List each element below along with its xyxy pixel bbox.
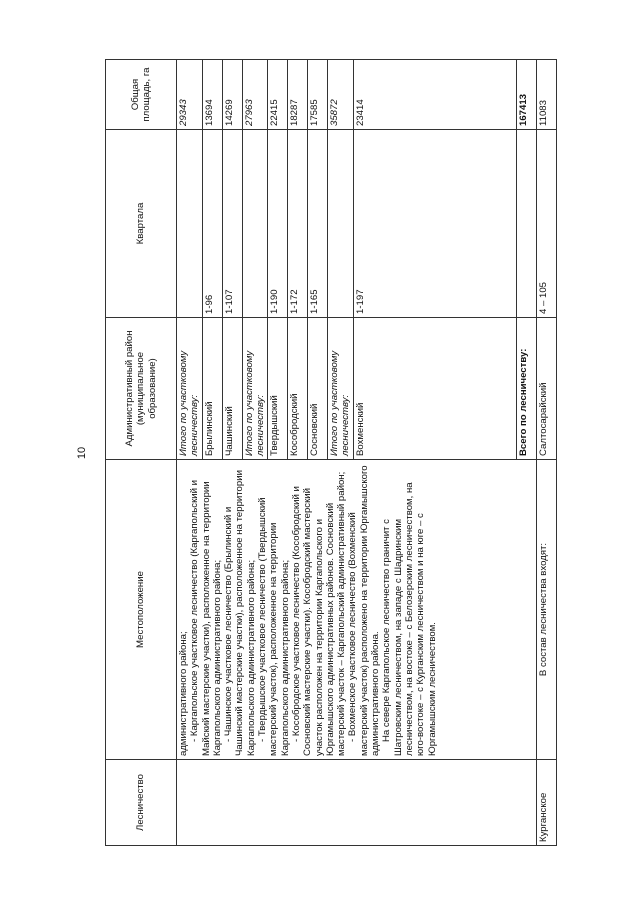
admin-cell: Салтосарайский bbox=[536, 318, 556, 460]
location-line: На севере Каргапольское лесничество граничит с Шатровским лесничеством, на западе с Шадринским лесничеством, на востоке – с Белозерским лесничеством, на юго-востоке – с Курганским лесничеством и на юге – с Юргамышским лесничеством. bbox=[381, 482, 438, 756]
admin-cell: Чашинский bbox=[222, 318, 242, 460]
admin-cell: Вохменский bbox=[353, 318, 516, 460]
header-admin: Административный район (муниципальное образование) bbox=[106, 318, 177, 460]
blocks-cell: 1-197 bbox=[353, 130, 516, 318]
table-row bbox=[177, 60, 203, 846]
page-number: 10 bbox=[76, 446, 88, 460]
location-line: - Твердышское участковое лесничество (Твердышский мастерский участок), расположенное на территории Каргапольского административного района; bbox=[257, 497, 291, 756]
location-line: - Чашинское участковое лесничество (Брылинский и Чашинский мастерские участки), расположенное на территории Каргапольского административного района; bbox=[223, 470, 257, 756]
blocks-cell: 1-165 bbox=[308, 130, 328, 318]
location-line: - Каргапольское участковое лесничество (Каргапольский и Майский мастерские участки), расположенное на территории Каргапольского административного района; bbox=[189, 479, 223, 756]
admin-cell: Брылинский bbox=[202, 318, 222, 460]
forestry-cell: Курганское bbox=[536, 760, 556, 846]
location-cell bbox=[177, 460, 537, 760]
area-cell: 23414 bbox=[353, 60, 516, 130]
admin-cell: Итого по участковому лесничеству: bbox=[177, 318, 203, 460]
area-cell: 22415 bbox=[268, 60, 288, 130]
area-cell: 35872 bbox=[328, 60, 354, 130]
location-line: - Вохменское участковое лесничество (Вохменский мастерский участок) расположено на территории Юргамышского административного района. bbox=[347, 465, 382, 756]
admin-cell: Сосновский bbox=[308, 318, 328, 460]
rotated-page-content bbox=[105, 60, 589, 846]
table-row-kurgan bbox=[536, 60, 556, 846]
admin-cell: Твердышский bbox=[268, 318, 288, 460]
area-cell: 13694 bbox=[202, 60, 222, 130]
area-cell: 14269 bbox=[222, 60, 242, 130]
blocks-cell bbox=[242, 130, 268, 318]
header-blocks: Квартала bbox=[106, 130, 177, 318]
forestry-table bbox=[105, 59, 557, 846]
area-cell: 27963 bbox=[242, 60, 268, 130]
total-area: 167413 bbox=[516, 60, 536, 130]
table-header-row bbox=[106, 60, 177, 846]
blocks-cell: 1-172 bbox=[288, 130, 308, 318]
forestry-cell bbox=[177, 760, 537, 846]
admin-cell: Итого по участковому лесничеству: bbox=[328, 318, 354, 460]
area-cell: 11083 bbox=[536, 60, 556, 130]
location-cell: В состав лесничества входят: bbox=[536, 460, 556, 760]
location-line: административного района; bbox=[178, 631, 189, 756]
blocks-cell bbox=[516, 130, 536, 318]
blocks-cell bbox=[328, 130, 354, 318]
admin-cell: Итого по участковому лесничеству: bbox=[242, 318, 268, 460]
header-area: Общая площадь, га bbox=[106, 60, 177, 130]
blocks-cell: 1-96 bbox=[202, 130, 222, 318]
area-cell: 18287 bbox=[288, 60, 308, 130]
location-line: - Кособродское участковое лесничество (Кособродский и Сосновский мастерские участки). Кособродский мастерский участок расположен на территории Каргапольского и Юргамышского административных районов. Сосновский мастерский участок – Каргапольский административный район; bbox=[290, 471, 348, 756]
admin-cell: Кособродский bbox=[288, 318, 308, 460]
total-label: Всего по лесничеству: bbox=[516, 318, 536, 460]
header-location: Местоположение bbox=[106, 460, 177, 760]
blocks-cell: 4 – 105 bbox=[536, 130, 556, 318]
blocks-cell: 1-190 bbox=[268, 130, 288, 318]
area-cell: 17585 bbox=[308, 60, 328, 130]
header-forestry: Лесничество bbox=[106, 760, 177, 846]
blocks-cell: 1-107 bbox=[222, 130, 242, 318]
area-cell: 29343 bbox=[177, 60, 203, 130]
blocks-cell bbox=[177, 130, 203, 318]
